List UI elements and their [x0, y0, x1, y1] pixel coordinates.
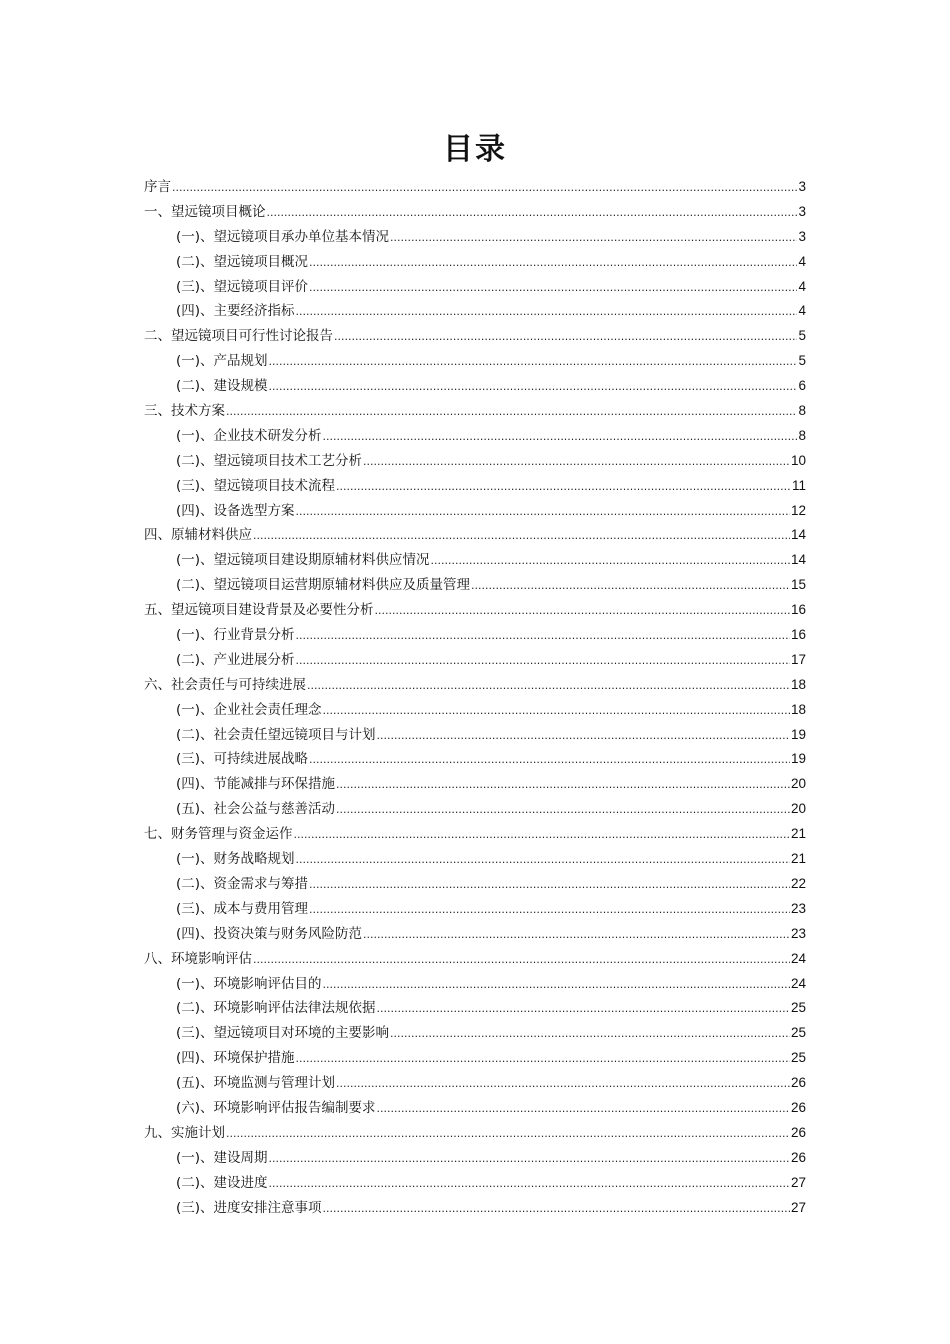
toc-entry-text: (三)、望远镜项目技术流程: [176, 477, 336, 494]
toc-dot-leader: [269, 1172, 790, 1197]
toc-entry[interactable]: [144, 275, 806, 300]
toc-entry-text: (一)、环境影响评估目的: [176, 975, 322, 992]
toc-page-number: 26: [790, 1099, 806, 1115]
toc-entry-text: (二)、望远镜项目概况: [176, 253, 309, 270]
toc-entry-text: 二、望远镜项目可行性讨论报告: [144, 328, 333, 345]
toc-page-number: 11: [791, 477, 806, 493]
toc-dot-leader: [375, 599, 790, 624]
toc-entry[interactable]: [144, 1146, 806, 1171]
toc-entry[interactable]: [144, 723, 806, 748]
toc-dot-leader: [267, 201, 798, 226]
toc-page-number: 14: [790, 552, 806, 568]
toc-page-number: 18: [790, 676, 806, 692]
toc-entry-text: 七、财务管理与资金运作: [144, 826, 293, 843]
toc-page-number: 24: [790, 975, 806, 991]
toc-entry-text: (四)、主要经济指标: [176, 303, 295, 320]
toc-page-number: 8: [798, 403, 806, 419]
toc-dot-leader: [323, 1197, 790, 1222]
toc-list: [144, 175, 806, 1220]
toc-entry-text: 三、技术方案: [144, 403, 225, 420]
toc-entry-text: (一)、企业技术研发分析: [176, 427, 322, 444]
toc-entry[interactable]: [144, 1121, 806, 1146]
toc-dot-leader: [334, 325, 797, 350]
toc-dot-leader: [253, 948, 790, 973]
toc-page-number: 16: [790, 627, 806, 643]
toc-entry[interactable]: [144, 399, 806, 424]
toc-dot-leader: [226, 1122, 790, 1147]
toc-entry-text: 四、原辅材料供应: [144, 527, 252, 544]
toc-entry[interactable]: [144, 499, 806, 524]
toc-dot-leader: [296, 500, 790, 525]
toc-entry-text: (二)、望远镜项目技术工艺分析: [176, 452, 363, 469]
toc-entry[interactable]: [144, 598, 806, 623]
toc-entry[interactable]: [144, 847, 806, 872]
toc-dot-leader: [309, 748, 790, 773]
toc-page-number: 27: [790, 1174, 806, 1190]
toc-dot-leader: [390, 226, 797, 251]
toc-page-number: 23: [790, 925, 806, 941]
toc-entry-text: 一、望远镜项目概论: [144, 203, 266, 220]
toc-entry[interactable]: [144, 698, 806, 723]
toc-dot-leader: [336, 773, 790, 798]
toc-entry-text: (四)、设备选型方案: [176, 502, 295, 519]
toc-entry-text: 序言: [144, 179, 171, 195]
toc-entry-text: (六)、环境影响评估报告编制要求: [176, 1099, 376, 1116]
toc-entry[interactable]: [144, 1021, 806, 1046]
toc-dot-leader: [296, 848, 790, 873]
toc-entry[interactable]: [144, 374, 806, 399]
toc-entry[interactable]: [144, 548, 806, 573]
toc-entry[interactable]: [144, 797, 806, 822]
toc-dot-leader: [377, 724, 790, 749]
toc-page-number: 3: [798, 179, 806, 194]
toc-entry-text: (一)、行业背景分析: [176, 627, 295, 644]
toc-dot-leader: [363, 450, 790, 475]
toc-page-number: 16: [790, 602, 806, 618]
toc-dot-leader: [323, 973, 790, 998]
toc-entry-text: (二)、产业进展分析: [176, 651, 295, 668]
toc-dot-leader: [363, 923, 790, 948]
toc-dot-leader: [377, 1097, 790, 1122]
toc-page-number: 5: [798, 328, 806, 344]
toc-page-number: 23: [790, 900, 806, 916]
toc-entry-text: (二)、资金需求与筹措: [176, 875, 309, 892]
toc-dot-leader: [323, 699, 790, 724]
toc-page-number: 4: [798, 303, 806, 319]
toc-entry-text: (五)、环境监测与管理计划: [176, 1075, 336, 1092]
toc-page-number: 3: [798, 228, 806, 244]
toc-entry[interactable]: [144, 947, 806, 972]
toc-entry[interactable]: [144, 1096, 806, 1121]
toc-page-number: 15: [790, 577, 806, 593]
toc-dot-leader: [253, 524, 790, 549]
toc-page-number: 19: [790, 726, 806, 742]
toc-dot-leader: [309, 873, 790, 898]
toc-entry[interactable]: [144, 200, 806, 225]
toc-page-number: 20: [790, 801, 806, 817]
toc-page-number: 26: [790, 1149, 806, 1165]
toc-page-number: 8: [798, 427, 806, 443]
toc-page-number: 26: [790, 1075, 806, 1091]
toc-dot-leader: [309, 276, 797, 301]
toc-dot-leader: [269, 350, 798, 375]
toc-page-number: 17: [790, 651, 806, 667]
toc-entry[interactable]: [144, 573, 806, 598]
toc-entry[interactable]: [144, 1071, 806, 1096]
toc-dot-leader: [226, 400, 797, 425]
toc-entry[interactable]: [144, 897, 806, 922]
toc-entry[interactable]: [144, 225, 806, 250]
toc-entry-text: 八、环境影响评估: [144, 950, 252, 967]
toc-entry-text: 九、实施计划: [144, 1124, 225, 1141]
toc-entry-text: (二)、建设进度: [176, 1174, 268, 1191]
toc-entry-text: (一)、望远镜项目建设期原辅材料供应情况: [176, 552, 430, 569]
toc-page-number: 22: [790, 875, 806, 891]
toc-entry-text: (二)、望远镜项目运营期原辅材料供应及质量管理: [176, 577, 471, 594]
toc-entry[interactable]: [144, 972, 806, 997]
toc-dot-leader: [294, 823, 790, 848]
toc-dot-leader: [377, 997, 790, 1022]
toc-page-number: 18: [790, 701, 806, 717]
toc-dot-leader: [296, 649, 790, 674]
toc-entry[interactable]: [144, 324, 806, 349]
toc-entry-text: (五)、社会公益与慈善活动: [176, 801, 336, 818]
toc-dot-leader: [336, 798, 790, 823]
toc-entry[interactable]: [144, 1046, 806, 1071]
toc-dot-leader: [269, 1147, 790, 1172]
toc-page-number: 25: [790, 1025, 806, 1041]
toc-dot-leader: [172, 176, 797, 201]
toc-entry-text: (二)、环境影响评估法律法规依据: [176, 1000, 376, 1017]
toc-entry[interactable]: [144, 822, 806, 847]
toc-entry[interactable]: [144, 299, 806, 324]
toc-dot-leader: [336, 475, 791, 500]
toc-entry[interactable]: [144, 424, 806, 449]
toc-dot-leader: [296, 1047, 790, 1072]
toc-page-number: 25: [790, 1050, 806, 1066]
toc-page-number: 4: [798, 278, 806, 294]
toc-page-number: 14: [790, 527, 806, 543]
toc-dot-leader: [471, 574, 790, 599]
toc-page-number: 25: [790, 1000, 806, 1016]
toc-entry-text: (四)、节能减排与环保措施: [176, 776, 336, 793]
toc-entry-text: (一)、产品规划: [176, 353, 268, 370]
toc-entry[interactable]: [144, 772, 806, 797]
toc-page-number: 19: [790, 751, 806, 767]
toc-page-number: 24: [790, 950, 806, 966]
toc-dot-leader: [323, 425, 798, 450]
toc-entry[interactable]: [144, 175, 806, 200]
toc-entry[interactable]: [144, 1196, 806, 1221]
toc-dot-leader: [307, 674, 790, 699]
toc-page-number: 5: [798, 353, 806, 369]
toc-dot-leader: [431, 549, 790, 574]
toc-page-number: 3: [798, 203, 806, 219]
toc-page-number: 6: [798, 378, 806, 394]
toc-entry-text: (四)、环境保护措施: [176, 1050, 295, 1067]
toc-page-number: 20: [790, 776, 806, 792]
toc-entry[interactable]: [144, 474, 806, 499]
toc-dot-leader: [296, 624, 790, 649]
toc-dot-leader: [309, 251, 797, 276]
toc-entry[interactable]: [144, 648, 806, 673]
toc-entry-text: (四)、投资决策与财务风险防范: [176, 925, 363, 942]
toc-entry[interactable]: [144, 996, 806, 1021]
toc-dot-leader: [390, 1022, 790, 1047]
toc-title: 目录: [443, 132, 507, 167]
toc-entry[interactable]: [144, 523, 806, 548]
toc-page-number: 21: [790, 826, 806, 842]
toc-entry-text: (一)、望远镜项目承办单位基本情况: [176, 228, 390, 245]
toc-page-number: 26: [790, 1124, 806, 1140]
toc-entry[interactable]: [144, 1171, 806, 1196]
toc-entry-text: (二)、建设规模: [176, 378, 268, 395]
toc-page-number: 10: [790, 452, 806, 468]
toc-entry[interactable]: [144, 623, 806, 648]
toc-entry-text: 六、社会责任与可持续进展: [144, 676, 306, 693]
toc-entry-text: (三)、望远镜项目评价: [176, 278, 309, 295]
toc-page-number: 27: [790, 1199, 806, 1215]
toc-entry[interactable]: [144, 673, 806, 698]
toc-entry[interactable]: [144, 872, 806, 897]
toc-entry-text: (二)、社会责任望远镜项目与计划: [176, 726, 376, 743]
toc-entry-text: (三)、进度安排注意事项: [176, 1199, 322, 1216]
toc-entry-text: 五、望远镜项目建设背景及必要性分析: [144, 602, 374, 619]
toc-entry[interactable]: [144, 349, 806, 374]
toc-dot-leader: [296, 300, 798, 325]
toc-entry-text: (三)、望远镜项目对环境的主要影响: [176, 1025, 390, 1042]
toc-entry[interactable]: [144, 449, 806, 474]
toc-entry[interactable]: [144, 250, 806, 275]
toc-entry-text: (一)、企业社会责任理念: [176, 701, 322, 718]
toc-dot-leader: [269, 375, 798, 400]
toc-entry[interactable]: [144, 922, 806, 947]
toc-entry-text: (三)、成本与费用管理: [176, 900, 309, 917]
toc-dot-leader: [309, 898, 790, 923]
toc-entry[interactable]: [144, 747, 806, 772]
toc-dot-leader: [336, 1072, 790, 1097]
toc-page-number: 21: [790, 851, 806, 867]
toc-entry-text: (一)、财务战略规划: [176, 851, 295, 868]
toc-entry-text: (一)、建设周期: [176, 1149, 268, 1166]
toc-page-number: 12: [790, 502, 806, 518]
toc-entry-text: (三)、可持续进展战略: [176, 751, 309, 768]
toc-page-number: 4: [798, 253, 806, 269]
